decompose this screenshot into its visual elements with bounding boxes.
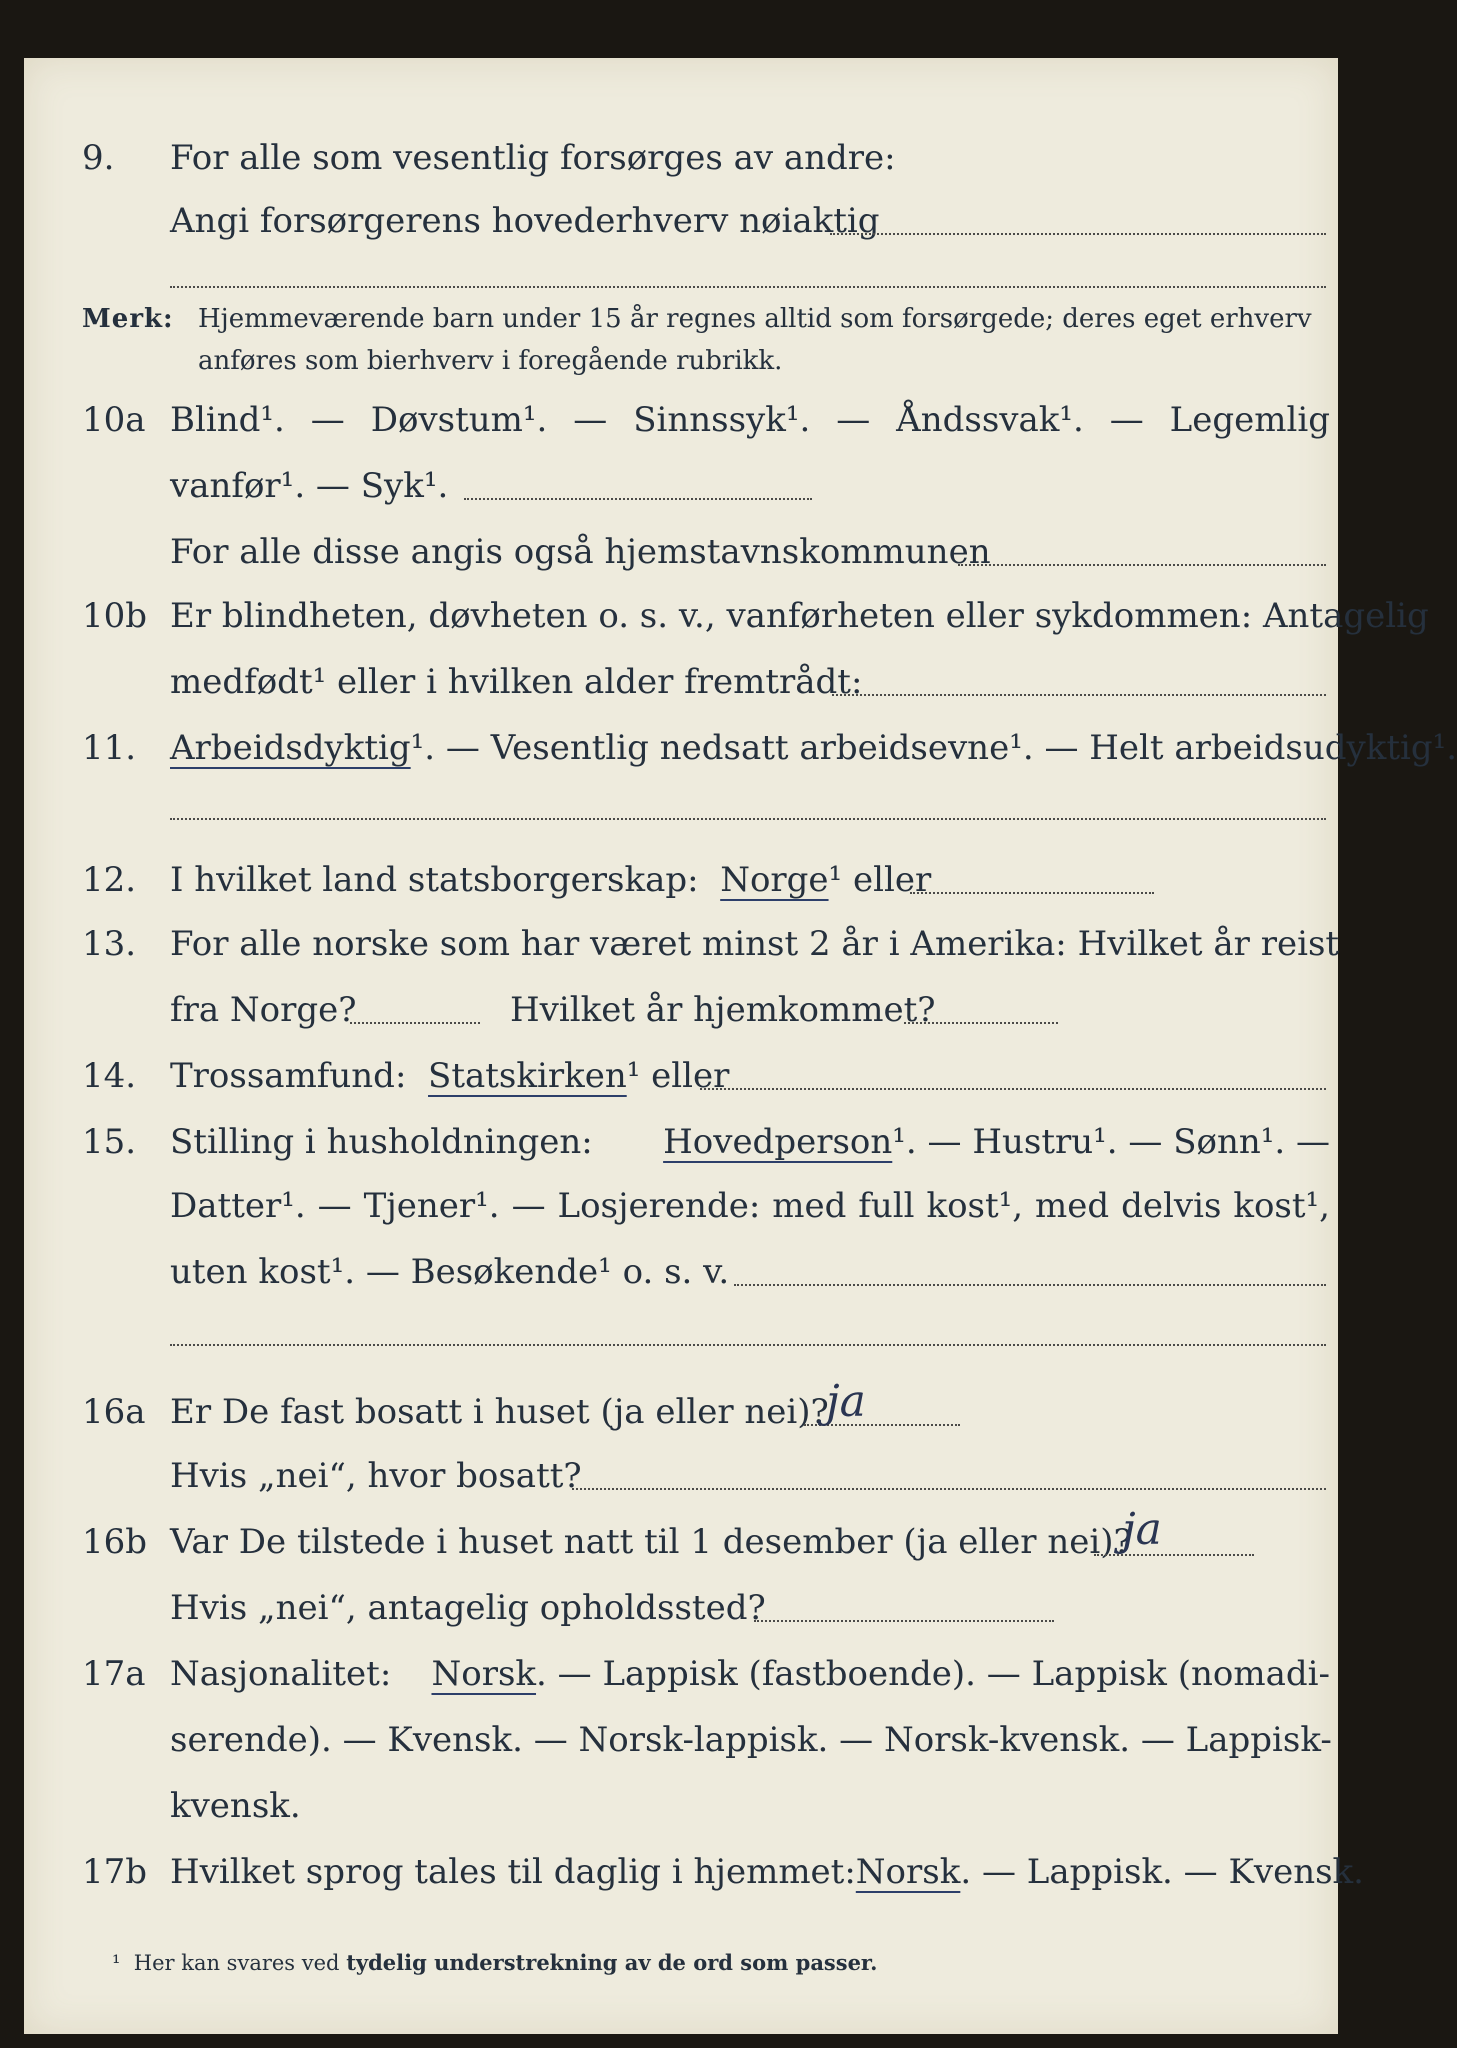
q10a-number: 10a <box>82 400 146 440</box>
q10b-line-2 <box>24 662 1338 702</box>
q17b-text: Hvilket sprog tales til daglig i hjemmet: <box>170 1852 856 1892</box>
q17a-text-post: . — Lappisk (fastboende). — Lappisk (nomadi- <box>536 1654 1330 1694</box>
q16b-number: 16b <box>82 1522 148 1562</box>
footnote-bold-text: tydelig understrekning av de ord som passer. <box>346 1950 878 1975</box>
q17b-underlined-option[interactable]: Norsk <box>855 1852 961 1892</box>
q12-text-post: ¹ eller <box>828 860 932 900</box>
q13-text-1: For alle norske som har været minst 2 år i Amerika: Hvilket år reist <box>170 924 1340 964</box>
q14-text-post: ¹ eller <box>626 1056 730 1096</box>
q13-reist-field[interactable] <box>350 1022 480 1024</box>
merk-line-1 <box>24 302 1338 336</box>
q17a-line-1 <box>24 1654 1338 1694</box>
q16b-handwritten-answer: ja <box>1122 1504 1162 1555</box>
q16a-number: 16a <box>82 1392 146 1432</box>
q10b-answer-field[interactable] <box>832 694 1326 696</box>
q9-line-1 <box>24 138 1338 178</box>
census-form-page <box>24 58 1457 2034</box>
q15-text-3: uten kost¹. — Besøkende¹ o. s. v. <box>170 1252 730 1292</box>
q15-line-1 <box>24 1122 1338 1162</box>
footnote-mark: ¹ <box>112 1951 121 1975</box>
q13-number: 13. <box>82 924 137 964</box>
q16a-line-1 <box>24 1392 1338 1432</box>
q10a-text-3: For alle disse angis også hjemstavnskommunen <box>170 532 991 572</box>
q15-answer-field[interactable] <box>734 1284 1326 1286</box>
q9-answer-field-2[interactable] <box>170 286 1326 288</box>
q17a-line-3 <box>24 1786 1338 1826</box>
q9-text-1: For alle som vesentlig forsørges av andre: <box>170 138 896 178</box>
q16a-bosatt-field[interactable] <box>572 1488 1326 1490</box>
q14-answer-field[interactable] <box>700 1088 1326 1090</box>
q11-number: 11. <box>82 728 137 768</box>
q12-answer-field[interactable] <box>910 892 1154 894</box>
q12-number: 12. <box>82 860 137 900</box>
q16a-text-1: Er De fast bosatt i huset (ja eller nei)? <box>170 1392 829 1432</box>
q17a-line-2 <box>24 1720 1338 1760</box>
q17b-text-post: . — Lappisk. — Kvensk. <box>960 1852 1364 1892</box>
q16b-text-2: Hvis „nei“, antagelig opholdssted? <box>170 1588 766 1628</box>
q12-line <box>24 860 1338 900</box>
q10a-line-1 <box>24 400 1338 440</box>
q11-text: ¹. — Vesentlig nedsatt arbeidsevne¹. — Helt arbeidsudyktig¹. <box>410 728 1457 768</box>
q13-line-2 <box>24 990 1338 1030</box>
q13-hjemkommet-field[interactable] <box>904 1022 1058 1024</box>
q16b-text-1: Var De tilstede i huset natt til 1 desember (ja eller nei)? <box>170 1522 1132 1562</box>
q10b-text-2: medfødt¹ eller i hvilken alder fremtrådt: <box>170 662 863 702</box>
merk-label: Merk: <box>82 304 174 334</box>
q15-underlined-option[interactable]: Hovedperson <box>663 1122 893 1162</box>
q16a-line-2 <box>24 1456 1338 1496</box>
q17a-text: Nasjonalitet: <box>170 1654 392 1694</box>
q16b-opholdssted-field[interactable] <box>754 1620 1054 1622</box>
q14-underlined-option[interactable]: Statskirken <box>428 1056 627 1096</box>
q10a-answer-field[interactable] <box>464 498 812 500</box>
q10a-line-3 <box>24 532 1338 572</box>
merk-line-2 <box>24 344 1338 378</box>
q16b-line-2 <box>24 1588 1338 1628</box>
q10a-text-2: vanfør¹. — Syk¹. <box>170 466 449 506</box>
q14-text: Trossamfund: <box>170 1056 407 1096</box>
q15-line-2 <box>24 1186 1338 1226</box>
q17a-text-3: kvensk. <box>170 1786 301 1826</box>
q17a-text-2: serende). — Kvensk. — Norsk-lappisk. — Norsk-kvensk. — Lappisk- <box>170 1720 1332 1760</box>
q12-text: I hvilket land statsborgerskap: <box>170 860 699 900</box>
q15-text-post: ¹. — Hustru¹. — Sønn¹. — <box>892 1122 1330 1162</box>
q9-answer-field[interactable] <box>830 233 1326 235</box>
merk-text-1: Hjemmeværende barn under 15 år regnes alltid som forsørgede; deres eget erhverv <box>198 304 1312 334</box>
q10b-number: 10b <box>82 596 148 636</box>
q12-underlined-option[interactable]: Norge <box>720 860 829 900</box>
q16a-handwritten-answer: ja <box>826 1376 866 1427</box>
q9-number: 9. <box>82 138 115 178</box>
q17b-line <box>24 1852 1364 1892</box>
q14-line <box>24 1056 1338 1096</box>
footnote <box>112 1950 877 1976</box>
q10b-line-1 <box>24 596 1429 636</box>
q13-text-2a: fra Norge? <box>170 990 357 1030</box>
q17a-number: 17a <box>82 1654 146 1694</box>
q10a-line-2 <box>24 466 1338 506</box>
q10a-text-1: Blind¹. — Døvstum¹. — Sinnssyk¹. — Åndssvak¹. — Legemlig <box>170 400 1330 440</box>
footnote-text: Her kan svares ved <box>133 1951 340 1975</box>
q15-text-2: Datter¹. — Tjener¹. — Losjerende: med full kost¹, med delvis kost¹, <box>170 1186 1330 1226</box>
q11-answer-field[interactable] <box>170 818 1326 820</box>
q9-line-2 <box>24 201 1338 241</box>
q15-number: 15. <box>82 1122 137 1162</box>
q15-line-3 <box>24 1252 1338 1292</box>
q10a-hjemstavn-field[interactable] <box>958 564 1326 566</box>
q13-line-1 <box>24 924 1338 964</box>
q14-number: 14. <box>82 1056 137 1096</box>
q15-text: Stilling i husholdningen: <box>170 1122 593 1162</box>
q11-line <box>24 728 1457 768</box>
q16a-text-2: Hvis „nei“, hvor bosatt? <box>170 1456 582 1496</box>
q9-text-2: Angi forsørgerens hovederhverv nøiaktig <box>170 201 880 241</box>
q17a-underlined-option[interactable]: Norsk <box>431 1654 537 1694</box>
q10b-text-1: Er blindheten, døvheten o. s. v., vanførheten eller sykdommen: Antagelig <box>170 596 1429 636</box>
merk-text-2: anføres som bierhverv i foregående rubrikk. <box>198 346 783 376</box>
q15-answer-field-2[interactable] <box>170 1344 1326 1346</box>
q13-text-2b: Hvilket år hjemkommet? <box>510 990 936 1030</box>
q16b-answer-field[interactable] <box>1094 1554 1254 1556</box>
q11-underlined-option[interactable]: Arbeidsdyktig <box>170 728 411 768</box>
q17b-number: 17b <box>82 1852 148 1892</box>
